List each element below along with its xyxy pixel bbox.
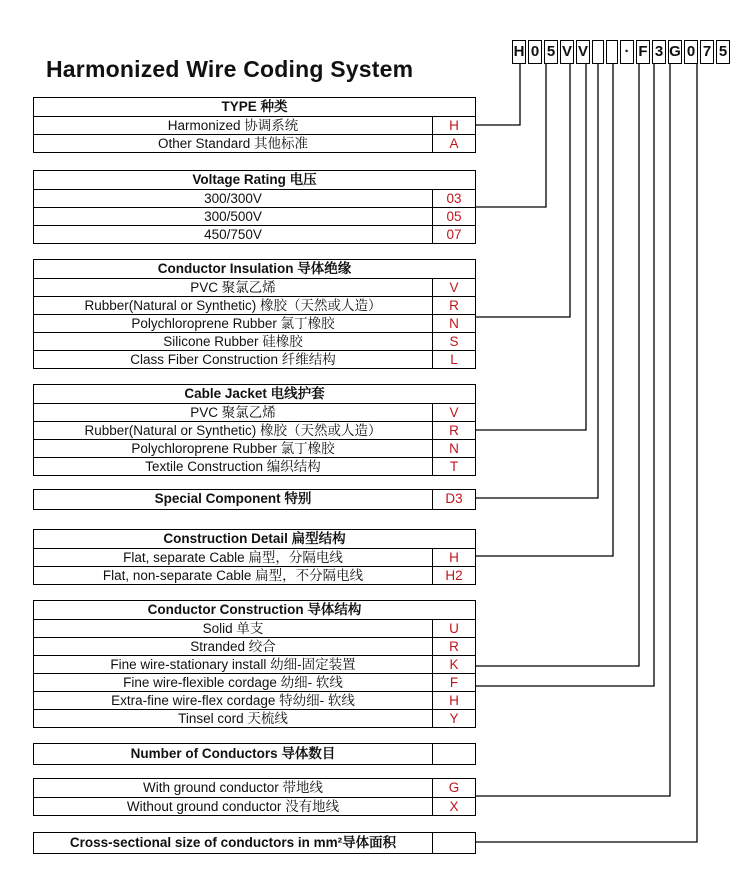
connector-line [476, 64, 613, 556]
option-label: PVC 聚氯乙烯 [190, 280, 276, 295]
table-header: Cross-sectional size of conductors in mm²导体面积 [69, 835, 397, 850]
connector-line [476, 64, 570, 317]
code-value: G [432, 779, 475, 797]
table-header: Voltage Rating 电压 [192, 172, 317, 187]
page-title: Harmonized Wire Coding System [46, 56, 414, 82]
table-header: Cable Jacket 电线护套 [184, 386, 325, 401]
code-value: V [432, 279, 475, 296]
connector-line [476, 64, 598, 498]
option-label: Fine wire-stationary install 幼细-固定装置 [110, 657, 356, 672]
code-char: 0 [684, 40, 698, 64]
code-value: K [432, 656, 475, 673]
option-label: Rubber(Natural or Synthetic) 橡胶（天然或人造） [84, 423, 382, 438]
code-char: 7 [700, 40, 714, 64]
code-char: F [636, 40, 650, 64]
option-label: Rubber(Natural or Synthetic) 橡胶（天然或人造） [84, 298, 382, 313]
code-value: R [432, 638, 475, 655]
option-label: With ground conductor 带地线 [142, 780, 324, 795]
option-label: Silicone Rubber 硅橡胶 [163, 334, 303, 349]
table-header: Number of Conductors 导体数目 [130, 746, 336, 761]
option-label: 300/300V [204, 191, 262, 206]
option-label: PVC 聚氯乙烯 [190, 405, 276, 420]
table-header: Construction Detail 扁型结构 [163, 531, 346, 546]
table-header: TYPE 种类 [221, 99, 288, 114]
code-value: D3 [432, 490, 475, 509]
code-value: R [432, 297, 475, 314]
code-value: H [432, 692, 475, 709]
code-char: V [576, 40, 590, 64]
code-value: S [432, 333, 475, 350]
option-label: Flat, non-separate Cable 扁型，不分隔电线 [102, 568, 364, 583]
code-value: N [432, 440, 475, 457]
connector-line [476, 64, 654, 686]
code-value: V [432, 404, 475, 421]
code-value: L [432, 351, 475, 368]
code-value: H [432, 117, 475, 134]
code-char: · [620, 40, 634, 64]
option-label: Tinsel cord 天梳线 [178, 711, 288, 726]
code-value: 05 [432, 208, 475, 225]
code-char: 0 [528, 40, 542, 64]
code-value: H2 [432, 567, 475, 584]
connector-line [476, 64, 639, 666]
option-label: 450/750V [204, 227, 262, 242]
connector-line [476, 64, 546, 207]
code-value: R [432, 422, 475, 439]
option-label: Class Fiber Construction 纤维结构 [130, 352, 336, 367]
code-char: 5 [716, 40, 730, 64]
option-label: Other Standard 其他标准 [157, 136, 309, 151]
code-value: 03 [432, 190, 475, 207]
code-char: 3 [652, 40, 666, 64]
code-value: 07 [432, 226, 475, 243]
option-label: Solid 单支 [202, 621, 264, 636]
code-value: U [432, 620, 475, 637]
code-char: 5 [544, 40, 558, 64]
code-char: V [560, 40, 574, 64]
option-label: Polychloroprene Rubber 氯丁橡胶 [131, 441, 335, 456]
option-label: 300/500V [204, 209, 262, 224]
table-header: Conductor Construction 导体结构 [147, 602, 362, 617]
option-label: Extra-fine wire-flex cordage 特幼细- 软线 [111, 693, 355, 708]
connector-line [476, 64, 520, 125]
code-value: F [432, 674, 475, 691]
code-char: H [512, 40, 526, 64]
option-label: Fine wire-flexible cordage 幼细- 软线 [123, 675, 343, 690]
option-label: Flat, separate Cable 扁型，分隔电线 [123, 550, 343, 565]
code-value: Y [432, 710, 475, 727]
option-label: Without ground conductor 没有地线 [126, 799, 340, 814]
table-header: Conductor Insulation 导体绝缘 [157, 261, 352, 276]
code-value: H [432, 549, 475, 566]
option-label: Stranded 绞合 [190, 639, 276, 654]
option-label: Textile Construction 编织结构 [145, 459, 321, 474]
code-value: A [432, 135, 475, 152]
option-label: Polychloroprene Rubber 氯丁橡胶 [131, 316, 335, 331]
table-header: Special Component 特别 [154, 491, 312, 506]
code-char: G [668, 40, 682, 64]
code-value: T [432, 458, 475, 475]
code-value: X [432, 798, 475, 815]
option-label: Harmonized 协调系统 [167, 118, 299, 133]
code-value: N [432, 315, 475, 332]
